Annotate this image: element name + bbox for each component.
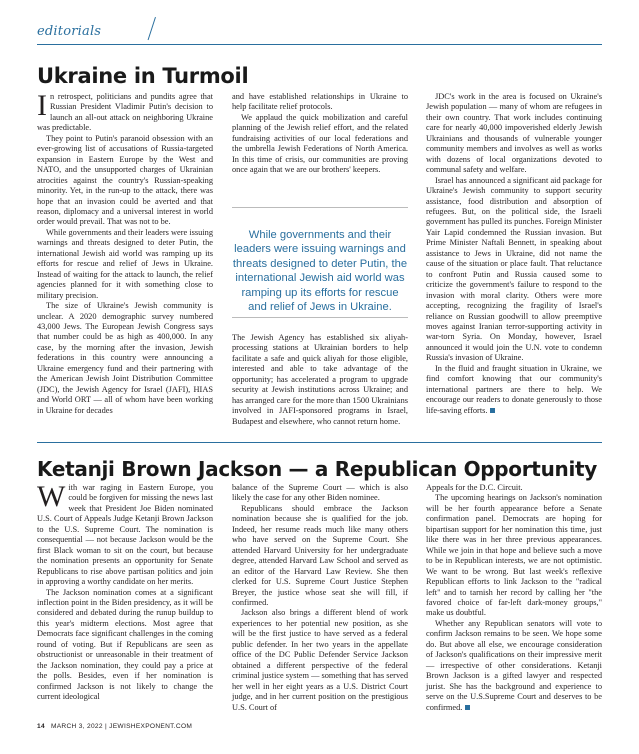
article2-column-1 [37,480,213,703]
article1-paragraph: Israel has announced a significant aid package for Ukraine's Jewish community to support security assistance, food distribution and absorption of refugees. But, on the political side, the Israeli government has pulled its punches. Foreign Minister Yair Lapid condemned the Russian invasion. But Prime Minister Naftali Bennett, in speaking about assistance to Jews in Ukraine, did not name the cause of the situation or place fault. That reluctance to confront Putin and Russia caused some to criticize the government's failure to respond to the invasion with moral clarity. Others were more accepting, recognizing the fragility of Israel's reliance on Russian goodwill to allow preemptive moves against Iranian terror-supporting activity in war-torn Syria. On Monday, however, Israel announced it would join the U.N. vote to condemn Russia's invasion of Ukraine. [426,175,602,363]
article1-column-3 [426,92,602,416]
article2-paragraph: Jackson also brings a different blend of work experiences to her potential new position, as she will be the first justice to have served as a federal public defender. In her two years in the appellate office of the DC Public Defender Service Jackson obtained a different perspective of the federal criminal justice system — something that has served her well in her eight years as a U.S. District Court judge, and in her current position on the prestigious U.S. Court of [232,608,408,712]
section-label: editorials [37,24,102,39]
article1-column-1 [37,89,213,416]
article1-paragraph: We applaud the quick mobilization and careful planning of the Jewish relief effort, and the related fundraising activities of our local federations and the umbrella Jewish Federations of North America. In this time of crisis, our communities are proving once again that we are our brothers' keepers. [232,112,408,175]
article1-paragraph: and have established relationships in Ukraine to help facilitate relief protocols. [232,92,408,112]
article1-paragraph: JDC's work in the area is focused on Ukraine's Jewish population — many of whom are refugees in their own country. That work includes continuing care for nearly 40,000 impoverished elderly Jewish Ukrainians and thousands of vulnerable younger community members and involves as well as works with dozens of local organizations devoted to communal safety and welfare. [426,92,602,175]
section-rule [37,44,602,45]
article2-paragraph: Appeals for the D.C. Circuit. [426,483,523,492]
footer-text: MARCH 3, 2022 | JEWISHEXPONENT.COM [50,723,193,730]
article1-paragraph: While governments and their leaders were issuing warnings and threats designed to deter Putin, the international Jewish aid world was ramping up its efforts for rescue and relief of Jews in Ukraine. Instead of waiting for the attack to launch, the relief agencies planned for it with something close to military precision. [37,227,213,300]
article2-paragraph: Republicans should embrace the Jackson nomination because she is qualified for the job. Indeed, her resume reads much like many others who have served on the Supreme Court. She attended Harvard University for her undergraduate degree, attended Harvard Law School and served as an editor of the Harvard Law Review. She then clerked for U.S. Supreme Court Justice Stephen Breyer, the justice whose seat she will fill, if confirmed. [232,503,408,607]
section-slash [148,17,156,40]
article2-paragraph: balance of the Supreme Court — which is also likely the case for any other Biden nominee. [232,483,408,503]
end-mark-icon [490,408,495,413]
article1-title: Ukraine in Turmoil [37,64,249,88]
article2-column-3 [426,483,602,713]
article1-paragraph: They point to Putin's paranoid obsession with an ever-growing list of accusations of Russia-targeted expansion in Eastern Europe by the West and NATO, and the unsupported charges of Ukrainian atrocities against the country's Russian-speaking minority. Yet, in the run-up to the attack, there was hope that an invasion could be averted and that reason, diplomacy and a universal interest in world order would prevail. That was not to be. [37,133,213,227]
article2-paragraph: The Jackson nomination comes at a significant inflection point in the Biden presidency, as it will be considered and debated during the runup buildup to this year's midterm elections. Most agree that Democrats face significant challenges in the coming round of voting. But if Republicans are seen as obstructionist or unreasonable in their treatment of the Jackson nomination, they could pay a price at the polls. Besides, even if her nomination is confirmed Jackson is not likely to change the current ideological [37,587,213,702]
article1-paragraph: In the fluid and fraught situation in Ukraine, we find comfort knowing that our community's international partners are there to help. We encourage our readers to donate generously to those life-saving efforts. [426,363,602,415]
pullquote: While governments and their leaders were issuing warnings and threats designed to deter Putin, the international Jewish aid world was ramping up its efforts for rescue and relief of Jews in Ukraine. [232,229,408,314]
dropcap: W [37,480,66,513]
article1-paragraph: In retrospect, politicians and pundits agree that Russian President Vladimir Putin's decision to launch an all-out attack on neighboring Ukraine was predictable. [37,89,213,133]
pullquote-rule-bottom [232,317,408,318]
article2-paragraph: Whether any Republican senators will vote to confirm Jackson remains to be seen. We hope some do. But above all else, we encourage consideration of Jackson's qualifications on their impressive merit — irrespective of other considerations. Ketanji Brown Jackson is a gifted lawyer and respected jurist. She has the background and experience to serve on the U.S.Supreme Court and deserves to be confirmed. [426,618,602,712]
article1-column-2-bottom [232,333,408,427]
end-mark-icon [465,705,470,710]
article-divider [37,442,602,443]
page-number: 14 [37,723,45,730]
page-footer [37,723,192,730]
article2-title: Ketanji Brown Jackson — a Republican Opportunity [37,457,597,481]
dropcap: I [37,89,47,122]
article2-paragraph: The upcoming hearings on Jackson's nomination will be her fourth appearance before a Senate confirmation panel. Democrats are hoping for bipartisan support for her nomination this time, just like there was in her three previous appearances. While we join in that hope and believe such a move to be in Republican interests, we are not optimistic. We want to be wrong. But last week's reflexive Republican efforts to link Jackson to the "radical left" and to tarnish her record by calling her "the favored choice of far-left dark-money groups," make us doubtful. [426,493,602,618]
article2-column-2 [232,483,408,713]
article1-paragraph: The size of Ukraine's Jewish community is unclear. A 2020 demographic survey numbered 43,000 Jews. The European Jewish Congress says that number could be as high as 400,000. In any case, by the morning after the invasion, Jewish federations in this country were announcing a Ukraine emergency fund and their partnering with the American Jewish Joint Distribution Committee (JDC), the Jewish Agency for Israel (JAFI), HIAS and World ORT — all of whom have been working in Ukraine for decades [37,301,213,415]
article1-column-2-top [232,92,408,176]
article1-paragraph: The Jewish Agency has established six aliyah-processing stations at Ukrainian borders to help facilitate a safe and quick aliyah for those eligible, interested and able to take advantage of the opportunity; has accelerated a program to upgrade security at Jewish institutions across Ukraine; and has arranged care for the more than 1500 Ukrainians involved in JAFI-sponsored programs in Israel, Budapest and elsewhere, who cannot return home. [232,333,408,426]
article2-paragraph: With war raging in Eastern Europe, you could be forgiven for missing the news last week that President Joe Biden nominated U.S. Court of Appeals Judge Ketanji Brown Jackson to the U.S. Supreme Court. The nomination is consequential — not because Jackson would be the first Black woman to sit on the court, but because the nomination presents an opportunity for Senate Republicans to rise above partisan politics and join in approving a worthy candidate on her merits. [37,480,213,587]
